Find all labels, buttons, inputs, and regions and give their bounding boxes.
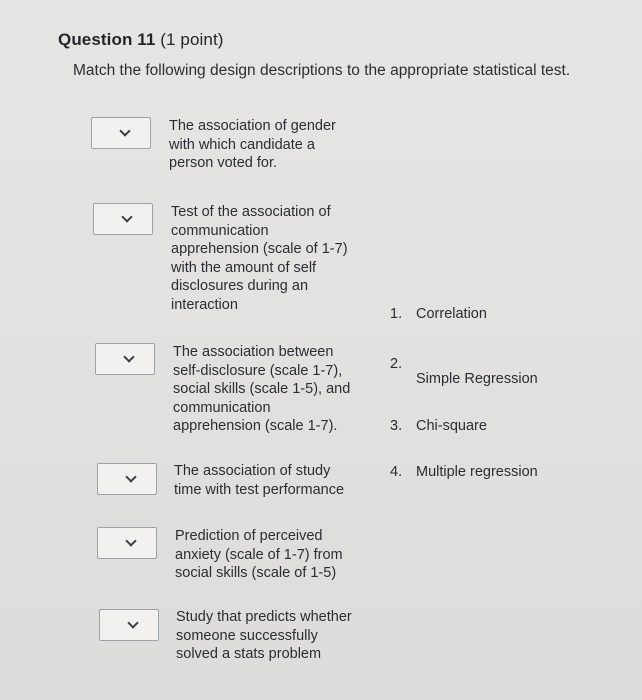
match-description-6: Study that predicts whether someone successfully solved a stats problem: [176, 609, 352, 662]
question-title: [58, 30, 224, 50]
answer-number: 2.: [390, 356, 403, 372]
match-select-3[interactable]: [95, 343, 155, 375]
match-select-1[interactable]: [91, 117, 151, 149]
match-select-2[interactable]: [93, 203, 153, 235]
answer-label: Simple Regression: [416, 371, 538, 387]
match-description-2: Test of the association of communication apprehension (scale of 1-7) with the amount of self disclosures during an interaction: [171, 204, 348, 313]
answer-label: Chi-square: [416, 418, 487, 434]
match-description-3: The association between self-disclosure (scale 1-7), social skills (scale 1-5), and communication apprehension (scale 1-7).: [173, 344, 351, 434]
answer-number: 3.: [390, 418, 403, 434]
answer-label: Correlation: [416, 306, 487, 322]
answer-number: 4.: [390, 464, 403, 480]
match-description-1: The association of gender with which candidate a person voted for.: [169, 118, 336, 171]
chevron-down-icon: [119, 125, 130, 136]
chevron-down-icon: [123, 351, 134, 362]
answer-number: 1.: [390, 306, 403, 322]
chevron-down-icon: [127, 617, 138, 628]
match-select-4[interactable]: [97, 463, 157, 495]
answer-label: Multiple regression: [416, 464, 538, 480]
question-points: (1 point): [160, 30, 224, 49]
chevron-down-icon: [125, 535, 136, 546]
chevron-down-icon: [125, 471, 136, 482]
match-description-4: The association of study time with test performance: [174, 463, 345, 498]
question-instructions: Match the following design descriptions to the appropriate statistical test.: [73, 62, 571, 79]
question-number: Question 11: [58, 30, 156, 49]
match-select-5[interactable]: [97, 527, 157, 559]
match-description-5: Prediction of perceived anxiety (scale of 1-7) from social skills (scale of 1-5): [175, 528, 343, 581]
match-select-6[interactable]: [99, 609, 159, 641]
chevron-down-icon: [121, 211, 132, 222]
